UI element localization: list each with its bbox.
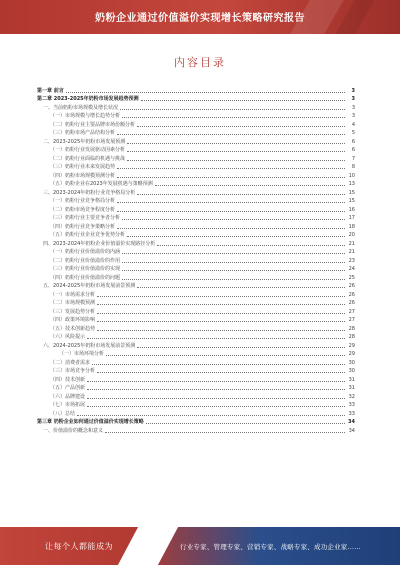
toc-leader-dots (117, 177, 345, 178)
toc-leader-dots (106, 355, 345, 356)
toc-entry-label: 二、2023-2025年奶粉市场发展预测 (43, 138, 126, 145)
toc-entry-label: （二）奶粉行业面临的机遇与挑战 (50, 155, 126, 162)
toc-entry-label: （一）市场需求分析 (50, 291, 96, 298)
toc-entry[interactable] (37, 289, 355, 298)
toc-entry-label: （二）奶粉市场竞争程度分析 (50, 206, 116, 213)
toc-entry-page: 26 (348, 300, 355, 306)
toc-entry[interactable] (37, 340, 355, 349)
toc-entry-label: （二）奶粉行业价值溢价的作用 (50, 257, 121, 264)
toc-leader-dots (87, 406, 345, 407)
toc-leader-dots (97, 296, 345, 297)
toc-entry[interactable] (37, 230, 355, 239)
toc-leader-dots (122, 262, 345, 263)
report-header-banner (0, 0, 400, 34)
toc-entry[interactable] (37, 213, 355, 222)
toc-entry-page: 3 (351, 96, 355, 102)
toc-leader-dots (122, 270, 345, 271)
toc-leader-dots (87, 398, 345, 399)
toc-leader-dots (87, 389, 345, 390)
toc-entry-label: 第一章 前言 (37, 87, 64, 94)
toc-entry[interactable] (37, 323, 355, 332)
toc-entry-label: （四）奶粉行业价值溢价的问题 (50, 274, 121, 281)
toc-entry[interactable] (37, 128, 355, 137)
toc-entry-label: （五）产品创新 (50, 385, 86, 391)
toc-entry-page: 34 (348, 419, 355, 425)
toc-entry-page: 31 (348, 385, 355, 391)
toc-entry[interactable] (37, 349, 355, 358)
toc-entry-label: （三）奶粉市场产品结构分析 (50, 130, 116, 136)
toc-entry[interactable] (37, 400, 355, 409)
toc-entry-page: 13 (348, 181, 355, 187)
toc-entry[interactable] (37, 298, 355, 307)
toc-entry-label: 第二章 2023-2025年奶粉市场发展趋势预测 (37, 96, 139, 102)
toc-leader-dots (105, 432, 345, 433)
toc-entry[interactable] (37, 196, 355, 205)
toc-entry[interactable] (37, 162, 355, 171)
toc-entry-label: 六、2024-2025年奶粉市场发展前景预测 (43, 342, 136, 349)
toc-entry-label: （三）奶粉行业价值溢价的实现 (50, 266, 121, 272)
toc-leader-dots (87, 338, 345, 339)
toc-leader-dots (122, 117, 345, 118)
footer-slogan: 让每个人都能成为 (45, 542, 113, 551)
toc-entry-label: 五、2024-2025年奶粉市场发展前景预测 (43, 283, 136, 289)
toc-entry-label: （三）奶粉行业主要竞争者分析 (50, 215, 121, 221)
toc-entry-page: 26 (348, 283, 355, 289)
toc-leader-dots (137, 347, 345, 348)
toc-entry[interactable] (37, 315, 355, 324)
toc-entry-page: 21 (348, 249, 355, 255)
footer-divider (118, 527, 178, 565)
toc-entry[interactable] (37, 170, 355, 179)
toc-entry-page: 31 (348, 376, 355, 383)
toc-heading: 内容目录 (174, 56, 226, 69)
toc-entry[interactable] (37, 119, 355, 128)
toc-leader-dots (117, 228, 345, 229)
toc-entry[interactable] (37, 247, 355, 256)
toc-entry-label: （二）市场规模预测 (50, 300, 96, 306)
toc-entry-label: 一、当前奶粉市场规模及增长状况 (43, 104, 119, 111)
toc-leader-dots (122, 253, 345, 254)
toc-entry[interactable] (37, 179, 355, 188)
table-of-contents (37, 85, 355, 434)
toc-leader-dots (141, 100, 345, 101)
toc-entry-page: 27 (348, 308, 355, 315)
toc-leader-dots (87, 381, 345, 382)
toc-entry-page: 15 (348, 189, 355, 196)
toc-entry-label: （三）发展趋势分析 (50, 308, 96, 315)
toc-entry[interactable] (37, 374, 355, 383)
toc-entry[interactable] (37, 383, 355, 392)
toc-entry[interactable] (37, 136, 355, 145)
toc-entry-page: 20 (348, 232, 355, 238)
toc-entry-page: 18 (348, 223, 355, 230)
toc-leader-dots (122, 279, 345, 280)
toc-entry[interactable] (37, 255, 355, 264)
toc-leader-dots (155, 185, 345, 186)
toc-entry-label: （四）奶粉市场规模预测分析 (50, 172, 116, 179)
toc-entry-label: （三）市场竞争分析 (50, 368, 96, 374)
toc-entry-label: 三、2023-2024年奶粉行业竞争格局分析 (43, 189, 136, 196)
toc-entry-page: 26 (348, 291, 355, 298)
toc-entry-page: 28 (348, 334, 355, 340)
toc-entry-page: 16 (348, 206, 355, 213)
toc-leader-dots (97, 330, 345, 331)
toc-entry-page: 34 (348, 427, 355, 434)
toc-entry-page: 24 (348, 266, 355, 272)
toc-entry-page: 27 (348, 317, 355, 323)
toc-entry[interactable] (37, 272, 355, 281)
toc-leader-dots (120, 109, 345, 110)
footer-banner (0, 527, 400, 565)
toc-entry[interactable] (37, 145, 355, 154)
toc-leader-dots (127, 151, 345, 152)
toc-entry-label: （四）政策环境影响 (50, 317, 96, 323)
toc-entry-page: 30 (348, 359, 355, 366)
toc-entry-label: （五）奶粉行业企业竞争优势分析 (50, 232, 126, 238)
toc-entry-page: 33 (348, 402, 355, 408)
toc-entry-label: （三）奶粉行业未来发展趋势 (50, 164, 116, 170)
toc-leader-dots (127, 143, 345, 144)
toc-entry[interactable] (37, 281, 355, 290)
toc-entry[interactable] (37, 187, 355, 196)
toc-leader-dots (127, 160, 345, 161)
toc-entry-label: （五）奶粉企业在2023年发展机遇与策略预测 (50, 181, 153, 187)
toc-entry-page: 33 (348, 410, 355, 417)
toc-entry-page: 32 (348, 393, 355, 400)
toc-entry-label: （一）市场环境分析 (59, 351, 105, 357)
toc-entry[interactable] (37, 408, 355, 417)
toc-entry[interactable] (37, 306, 355, 315)
toc-entry[interactable] (37, 238, 355, 247)
toc-leader-dots (146, 423, 345, 424)
toc-entry-label: （二）奶粉行业主要品牌市场份额分析 (50, 121, 136, 128)
toc-entry-label: （一）奶粉行业发展驱动因素分析 (50, 147, 126, 153)
toc-leader-dots (127, 236, 345, 237)
toc-leader-dots (97, 313, 345, 314)
toc-entry-page: 3 (351, 87, 355, 94)
toc-entry-label: （五）技术创新趋势 (50, 325, 96, 332)
toc-entry-page: 6 (351, 147, 355, 153)
toc-entry[interactable] (37, 153, 355, 162)
toc-entry-label: （六）风险提示 (50, 334, 86, 340)
toc-entry-label: 第三章 奶粉企业如何通过价值溢价实现增长策略 (37, 419, 144, 425)
toc-entry-page: 3 (351, 113, 355, 119)
toc-leader-dots (97, 321, 345, 322)
toc-entry-label: （六）品牌建设 (50, 393, 86, 400)
report-title: 奶粉企业通过价值溢价实现增长策略研究报告 (95, 13, 305, 24)
toc-entry[interactable] (37, 417, 355, 426)
toc-entry-page: 29 (348, 351, 355, 357)
toc-entry-label: （一）奶粉行业竞争格局分析 (50, 198, 116, 204)
toc-leader-dots (77, 415, 345, 416)
toc-entry-page: 29 (348, 342, 355, 349)
toc-leader-dots (97, 304, 345, 305)
footer-services: 行业专家、管理专家、营销专家、战略专家、成功企业家…… (180, 543, 361, 551)
toc-leader-dots (157, 245, 345, 246)
toc-entry[interactable] (37, 357, 355, 366)
toc-entry-label: （七）市场拓展 (50, 402, 86, 408)
toc-leader-dots (117, 202, 345, 203)
toc-entry-page: 6 (351, 138, 355, 145)
toc-entry[interactable] (37, 102, 355, 111)
toc-entry[interactable] (37, 366, 355, 375)
toc-entry-page: 28 (348, 325, 355, 332)
toc-entry-label: 一、价值溢价的概念和意义 (43, 427, 104, 434)
toc-entry-page: 30 (348, 368, 355, 374)
toc-entry[interactable] (37, 264, 355, 273)
toc-entry[interactable] (37, 221, 355, 230)
toc-entry-page: 17 (348, 215, 355, 221)
toc-entry-page: 3 (351, 104, 355, 111)
toc-entry-page: 10 (348, 172, 355, 179)
toc-entry[interactable] (37, 94, 355, 103)
toc-entry-label: （一）奶粉行业价值溢价的内涵 (50, 249, 121, 255)
toc-leader-dots (122, 219, 345, 220)
toc-entry-page: 21 (348, 240, 355, 247)
toc-entry-page: 25 (348, 274, 355, 281)
toc-entry-page: 23 (348, 257, 355, 264)
toc-leader-dots (117, 134, 345, 135)
toc-leader-dots (137, 287, 345, 288)
toc-entry-label: （四）奶粉行业竞争策略分析 (50, 223, 116, 230)
toc-entry-page: 4 (351, 121, 355, 128)
toc-entry[interactable] (37, 204, 355, 213)
toc-entry-label: 四、2023-2024年奶粉企业价值溢价实现路径分析 (43, 240, 156, 247)
toc-leader-dots (97, 372, 345, 373)
toc-entry[interactable] (37, 425, 355, 434)
toc-entry-label: （一）市场规模与增长趋势分析 (50, 113, 121, 119)
toc-entry-page: 7 (351, 155, 355, 162)
toc-leader-dots (92, 364, 345, 365)
toc-entry[interactable] (37, 111, 355, 120)
toc-leader-dots (117, 211, 345, 212)
toc-entry[interactable] (37, 85, 355, 94)
toc-entry-page: 8 (351, 164, 355, 170)
toc-entry-label: （二）消费者需求 (50, 359, 91, 366)
toc-entry-page: 5 (351, 130, 355, 136)
toc-entry[interactable] (37, 332, 355, 341)
toc-entry-label: （四）技术创新 (50, 376, 86, 383)
toc-entry[interactable] (37, 391, 355, 400)
toc-entry-page: 15 (348, 198, 355, 204)
toc-leader-dots (137, 126, 345, 127)
toc-leader-dots (66, 92, 345, 93)
toc-leader-dots (137, 194, 345, 195)
toc-entry-label: （八）总结 (50, 410, 76, 417)
toc-leader-dots (117, 168, 345, 169)
